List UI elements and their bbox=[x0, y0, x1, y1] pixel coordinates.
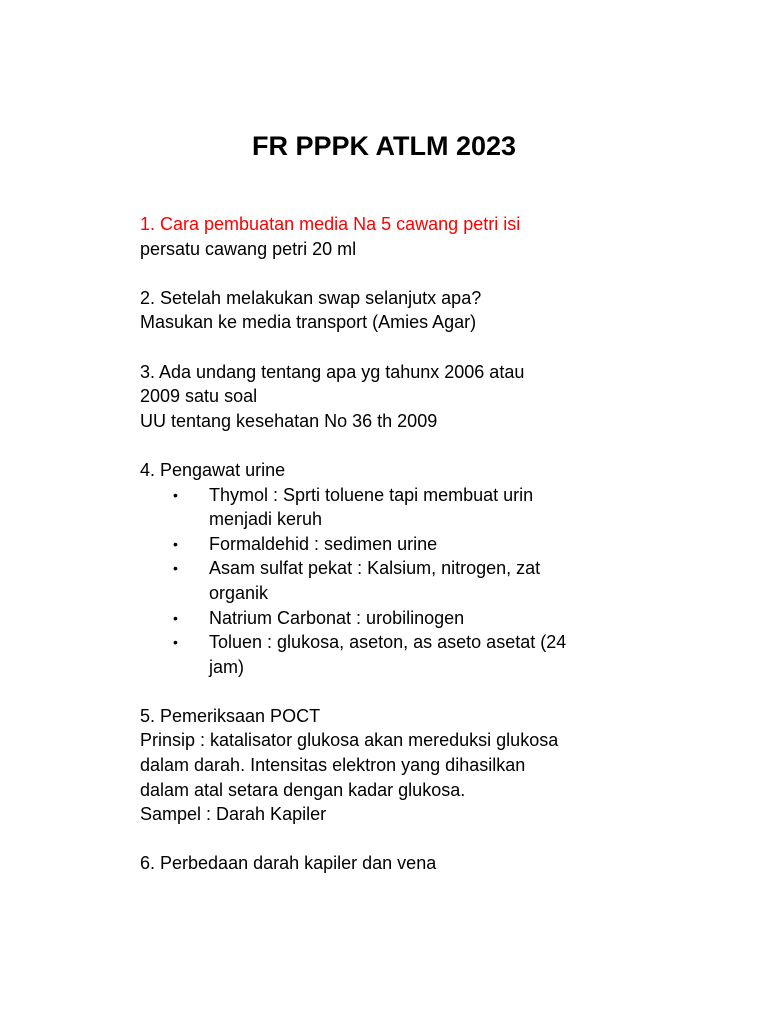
bullet-icon: • bbox=[173, 535, 178, 552]
question-text: 1. Cara pembuatan media Na 5 cawang petri isi bbox=[140, 214, 521, 234]
bullet-item bbox=[140, 606, 660, 631]
bullet-text: Formaldehid : sedimen urine bbox=[209, 533, 438, 554]
bullet-item bbox=[140, 630, 660, 679]
answer-text: persatu cawang petri 20 ml bbox=[140, 238, 357, 259]
question-text: 5. Pemeriksaan POCT bbox=[140, 705, 321, 726]
bullet-icon: • bbox=[173, 560, 178, 577]
bullet-text: Asam sulfat pekat : Kalsium, nitrogen, zat bbox=[209, 558, 541, 579]
question-6 bbox=[140, 851, 660, 876]
question-3 bbox=[140, 360, 660, 434]
question-text: 6. Perbedaan darah kapiler dan vena bbox=[140, 853, 437, 874]
bullet-item bbox=[140, 556, 660, 605]
bullet-icon: • bbox=[173, 486, 178, 503]
bullet-icon: • bbox=[173, 634, 178, 651]
question-2 bbox=[140, 286, 660, 335]
bullet-list bbox=[140, 483, 660, 680]
bullet-text-continued: organik bbox=[209, 582, 269, 603]
bullet-icon: • bbox=[173, 609, 178, 626]
answer-text: dalam atal setara dengan kadar glukosa. bbox=[140, 779, 466, 800]
answer-text: UU tentang kesehatan No 36 th 2009 bbox=[140, 410, 438, 431]
question-text: 2. Setelah melakukan swap selanjutx apa? bbox=[140, 287, 482, 308]
question-1 bbox=[140, 212, 660, 261]
answer-text: Sampel : Darah Kapiler bbox=[140, 804, 327, 825]
question-text: 4. Pengawat urine bbox=[140, 459, 286, 480]
bullet-text: Thymol : Sprti toluene tapi membuat urin bbox=[209, 484, 534, 505]
answer-text: Masukan ke media transport (Amies Agar) bbox=[140, 312, 477, 333]
question-text: 3. Ada undang tentang apa yg tahunx 2006 atau bbox=[140, 361, 525, 382]
bullet-text-continued: jam) bbox=[209, 656, 244, 677]
document-title: FR PPPK ATLM 2023 bbox=[251, 131, 517, 161]
answer-text: dalam darah. Intensitas elektron yang dihasilkan bbox=[140, 755, 526, 776]
answer-text: Prinsip : katalisator glukosa akan mereduksi glukosa bbox=[140, 730, 559, 751]
bullet-item bbox=[140, 532, 660, 557]
bullet-text: Toluen : glukosa, aseton, as aseto asetat (24 bbox=[209, 632, 567, 653]
bullet-text: Natrium Carbonat : urobilinogen bbox=[209, 607, 465, 628]
question-5 bbox=[140, 704, 660, 827]
document-body bbox=[140, 212, 660, 901]
question-text-continued: 2009 satu soal bbox=[140, 386, 258, 407]
bullet-text-continued: menjadi keruh bbox=[209, 509, 323, 530]
bullet-item bbox=[140, 483, 660, 532]
question-4 bbox=[140, 458, 660, 679]
